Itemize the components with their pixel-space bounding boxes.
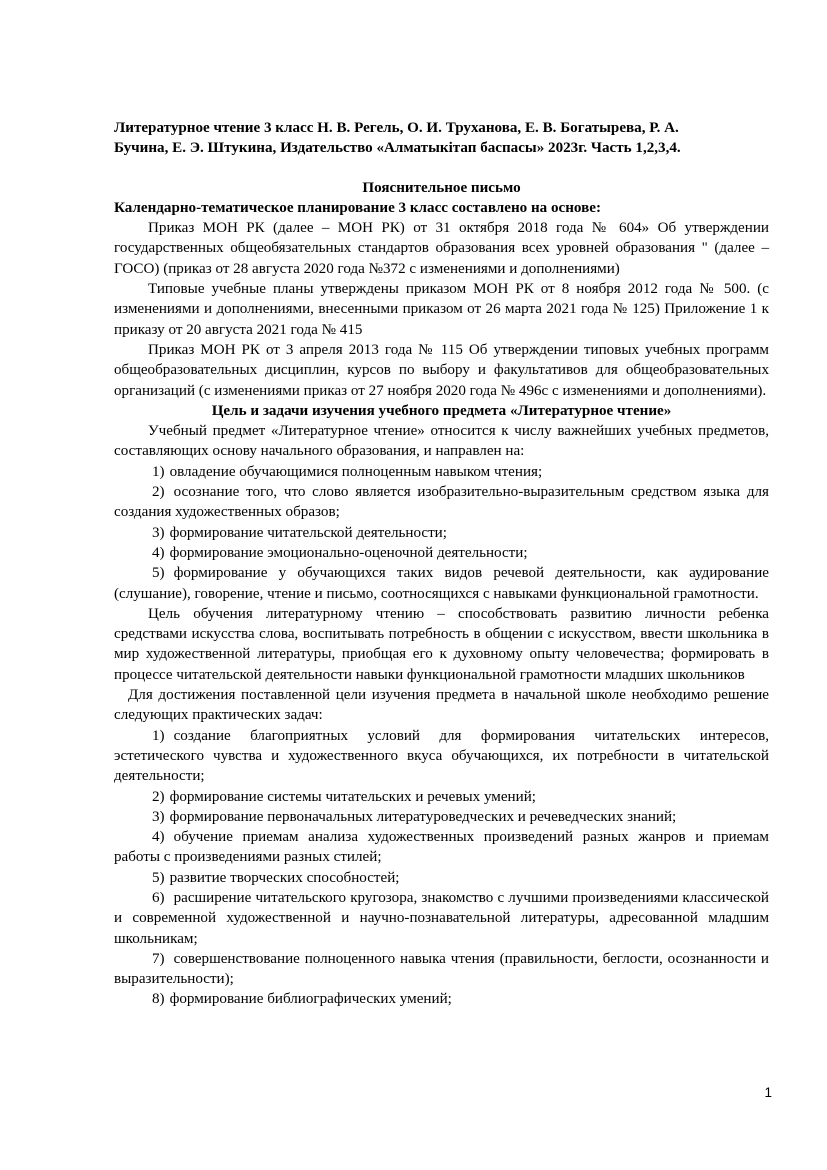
list-item [114,523,769,543]
document-title-line-2: Бучина, Е. Э. Штукина, Издательство «Алматыкітап баспасы» 2023г. Часть 1,2,3,4. [114,140,681,157]
list-item [114,888,769,949]
list-item-number: 1) [152,463,165,480]
list-item [114,462,769,482]
list-item [114,989,769,1009]
list-item-text: формирование у обучающихся таких видов речевой деятельности, как аудирование (слушание), говорение, чтение и письмо, соотносящихся с навыками функциональной грамотности. [114,565,769,602]
list-item-number: 5) [152,565,165,582]
list-item-text: совершенствование полноценного навыка чтения (правильности, беглости, осознанности и выразительности); [114,950,769,988]
list-item-text: формирование первоначальных литературоведческих и речеведческих знаний; [169,808,677,825]
list-item [114,563,769,604]
heading-calendar-plan: Календарно-тематическое планирование 3 класс составлено на основе: [114,199,601,216]
list-item-number: 1) [152,727,165,744]
list-item [114,787,769,807]
heading-explanatory-note: Пояснительное письмо [362,179,521,196]
list-item [114,827,769,868]
list-item-number: 8) [152,991,165,1008]
list-item [114,807,769,827]
paragraph-order-115: Приказ МОН РК от 3 апреля 2013 года № 115 Об утверждении типовых учебных программ общеобразовательных дисциплин, курсов по выбору и факультативов для общеобразовательных организаций (с изменениями приказ от 27 ноября 2020 года № 496с с изменениями и дополнениями). [114,341,769,399]
list-item-text: создание благоприятных условий для формирования читательских интересов, эстетического чувства и художественного вкуса обучающихся, их потребности в читательской деятельности; [114,727,769,785]
list-item-number: 3) [152,808,165,825]
paragraph-subject-intro: Учебный предмет «Литературное чтение» относится к числу важнейших учебных предметов, составляющих основу начального образования, и направлен на: [114,423,769,460]
list-item [114,949,769,990]
paragraph-order-604: Приказ МОН РК (далее – МОН РК) от 31 октября 2018 года № 604» Об утверждении государственных общеобязательных стандартов образования всех уровней образования " (далее – ГОСО) (приказ от 28 августа 2020 года №372 с изменениями и дополнениями) [114,220,769,277]
list-item-number: 4) [152,829,165,846]
list-item [114,543,769,563]
paragraph-curriculum-plans: Типовые учебные планы утверждены приказом МОН РК от 8 ноября 2012 года № 500. (с изменениями и дополнениями, внесенными приказом от 26 марта 2021 года № 125) Приложение 1 к приказу от 20 августа 2021 года № 415 [114,281,769,338]
list-item-number: 5) [152,869,165,886]
list-item-text: овладение обучающимися полноценным навыком чтения; [169,463,543,480]
list-item-number: 2) [152,484,165,501]
list-item [114,868,769,888]
list-item-text: формирование эмоционально-оценочной деятельности; [169,544,528,561]
list-item-text: формирование системы читательских и речевых умений; [169,788,536,805]
page-number: 1 [764,1085,772,1100]
document-title-line-1: Литературное чтение 3 класс Н. В. Регель, О. И. Труханова, Е. В. Богатырева, Р. А. [114,120,679,136]
list-item-text: формирование библиографических умений; [169,991,452,1008]
list-item-text: осознание того, что слово является изобразительно-выразительным средством языка для создания художественных образов; [114,484,769,521]
list-item [114,482,769,523]
list-item-text: формирование читательской деятельности; [169,524,447,541]
title-spacer [114,159,769,178]
list-item [114,726,769,787]
list-item-text: обучение приемам анализа художественных произведений разных жанров и приемам работы с произведениями разных стилей; [114,829,769,866]
list-item-text: расширение читательского кругозора, знакомство с лучшими произведениями классической и современной художественной и научно-познавательной литературы, адресованной младшим школьникам; [114,889,769,947]
list-item-number: 3) [152,524,165,541]
document-body [114,118,769,1010]
list-item-number: 6) [152,889,165,906]
list-item-number: 7) [152,950,165,967]
paragraph-teaching-goal: Цель обучения литературному чтению – способствовать развитию личности ребенка средствами искусства слова, воспитывать потребность в общении с искусством, ввести школьника в мир художественной литературы, приобщая его к духовному опыту человечества; формировать в процессе читательской деятельности навыки функциональной грамотности младших школьников [114,605,769,683]
paragraph-practical-tasks-intro: Для достижения поставленной цели изучения предмета в начальной школе необходимо решение следующих практических задач: [114,687,769,724]
list-item-text: развитие творческих способностей; [169,869,400,886]
heading-goals-and-objectives: Цель и задачи изучения учебного предмета «Литературное чтение» [211,402,672,419]
list-item-number: 4) [152,544,165,561]
list-item-number: 2) [152,788,165,805]
